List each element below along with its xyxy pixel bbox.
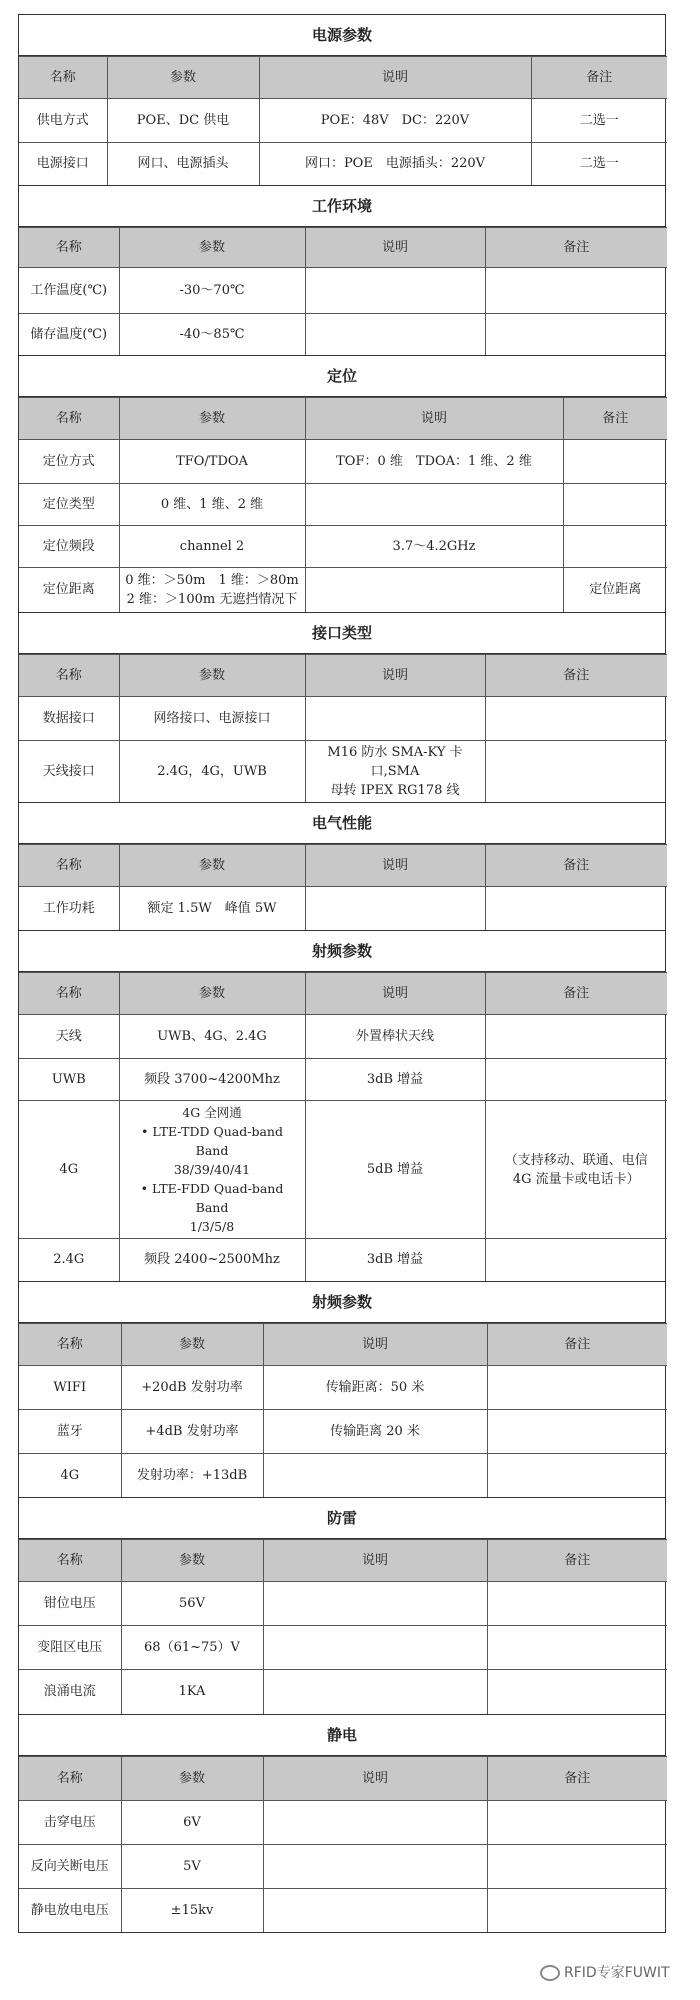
table-cell xyxy=(263,1800,487,1844)
table-cell xyxy=(305,267,485,313)
table-cell: 频段 3700~4200Mhz xyxy=(119,1059,305,1101)
section-title: 工作环境 xyxy=(19,186,665,227)
table-row xyxy=(19,313,667,355)
section-7 xyxy=(18,1282,666,1499)
table-row xyxy=(19,1453,667,1497)
table-row xyxy=(19,1670,667,1714)
table-cell: 天线接口 xyxy=(19,740,119,802)
table-cell xyxy=(305,886,485,930)
header-cell: 备注 xyxy=(531,57,667,99)
table-cell: 天线 xyxy=(19,1015,119,1059)
header-row xyxy=(19,1323,667,1365)
header-row xyxy=(19,844,667,886)
table-cell: 外置棒状天线 xyxy=(305,1015,485,1059)
table-row xyxy=(19,886,667,930)
table-cell: POE、DC 供电 xyxy=(107,99,259,143)
header-row xyxy=(19,973,667,1015)
header-cell: 名称 xyxy=(19,654,119,696)
table-cell xyxy=(485,1239,667,1281)
table-cell xyxy=(263,1888,487,1932)
section-1 xyxy=(18,14,666,186)
table-cell: 2.4G，4G，UWB xyxy=(119,740,305,802)
table-cell: 网口：POE 电源插头：220V xyxy=(259,143,531,185)
table-cell: 定位类型 xyxy=(19,484,119,526)
table-cell: 定位距离 xyxy=(19,568,119,612)
table-cell xyxy=(485,313,667,355)
header-cell: 备注 xyxy=(485,844,667,886)
table-cell: +20dB 发射功率 xyxy=(121,1365,263,1409)
table-cell: 数据接口 xyxy=(19,696,119,740)
table-cell: channel 2 xyxy=(119,526,305,568)
table-cell: 3dB 增益 xyxy=(305,1239,485,1281)
header-cell: 名称 xyxy=(19,398,119,440)
table-row xyxy=(19,1239,667,1281)
header-row xyxy=(19,227,667,267)
table-cell: POE：48V DC：220V xyxy=(259,99,531,143)
table-cell xyxy=(487,1453,667,1497)
table-row xyxy=(19,440,667,484)
table-cell: WIFI xyxy=(19,1365,121,1409)
table-row xyxy=(19,1800,667,1844)
header-cell: 名称 xyxy=(19,57,107,99)
header-cell: 名称 xyxy=(19,973,119,1015)
section-5 xyxy=(18,803,666,932)
header-cell: 名称 xyxy=(19,1323,121,1365)
header-cell: 备注 xyxy=(563,398,667,440)
table-cell xyxy=(305,313,485,355)
header-cell: 说明 xyxy=(305,654,485,696)
table-cell: 3.7～4.2GHz xyxy=(305,526,563,568)
table-cell: 储存温度(℃) xyxy=(19,313,119,355)
table-row xyxy=(19,740,667,802)
header-cell: 说明 xyxy=(305,398,563,440)
table-cell: ±15kv xyxy=(121,1888,263,1932)
header-cell: 说明 xyxy=(305,844,485,886)
table-cell xyxy=(485,740,667,802)
table-row xyxy=(19,99,667,143)
table-cell: 钳位电压 xyxy=(19,1582,121,1626)
header-cell: 说明 xyxy=(263,1540,487,1582)
table-cell xyxy=(485,886,667,930)
header-cell: 参数 xyxy=(119,398,305,440)
table-cell: 二选一 xyxy=(531,99,667,143)
header-cell: 备注 xyxy=(487,1540,667,1582)
table-cell: UWB、4G、2.4G xyxy=(119,1015,305,1059)
table-cell: 网口、电源插头 xyxy=(107,143,259,185)
table-cell: 静电放电电压 xyxy=(19,1888,121,1932)
table-cell xyxy=(563,484,667,526)
table-cell: 传输距离：50 米 xyxy=(263,1365,487,1409)
section-6 xyxy=(18,931,666,1282)
table-cell: 定位方式 xyxy=(19,440,119,484)
table-cell: 击穿电压 xyxy=(19,1800,121,1844)
table-cell: 电源接口 xyxy=(19,143,107,185)
header-cell: 说明 xyxy=(259,57,531,99)
table-cell: 5dB 增益 xyxy=(305,1101,485,1239)
table-cell xyxy=(305,484,563,526)
table-cell: TOF：0 维 TDOA：1 维、2 维 xyxy=(305,440,563,484)
table-row xyxy=(19,267,667,313)
table-cell: 定位频段 xyxy=(19,526,119,568)
table-cell: 蓝牙 xyxy=(19,1409,121,1453)
table-cell: 二选一 xyxy=(531,143,667,185)
table-cell xyxy=(263,1844,487,1888)
table-cell: 定位距离 xyxy=(563,568,667,612)
spec-table xyxy=(19,56,667,185)
table-cell xyxy=(485,267,667,313)
table-cell: 工作功耗 xyxy=(19,886,119,930)
section-8 xyxy=(18,1498,666,1715)
header-cell: 名称 xyxy=(19,227,119,267)
table-cell xyxy=(487,1582,667,1626)
table-row xyxy=(19,1365,667,1409)
table-cell xyxy=(263,1453,487,1497)
watermark-text: RFID专家FUWIT xyxy=(564,1965,670,1981)
header-cell: 参数 xyxy=(119,844,305,886)
table-row xyxy=(19,568,667,612)
table-cell: 4G xyxy=(19,1101,119,1239)
table-cell: UWB xyxy=(19,1059,119,1101)
header-cell: 名称 xyxy=(19,844,119,886)
section-2 xyxy=(18,186,666,357)
section-title: 电气性能 xyxy=(19,803,665,844)
header-cell: 参数 xyxy=(121,1323,263,1365)
section-3 xyxy=(18,356,666,613)
table-cell: 2.4G xyxy=(19,1239,119,1281)
header-cell: 备注 xyxy=(485,227,667,267)
section-title: 定位 xyxy=(19,356,665,397)
section-9 xyxy=(18,1715,666,1934)
table-cell: +4dB 发射功率 xyxy=(121,1409,263,1453)
table-cell: 变阻区电压 xyxy=(19,1626,121,1670)
header-cell: 说明 xyxy=(305,227,485,267)
header-cell: 说明 xyxy=(263,1323,487,1365)
table-row xyxy=(19,1409,667,1453)
table-cell: 发射功率：+13dB xyxy=(121,1453,263,1497)
header-cell: 备注 xyxy=(487,1756,667,1800)
table-row xyxy=(19,1101,667,1239)
table-cell xyxy=(485,1059,667,1101)
table-row xyxy=(19,1844,667,1888)
table-row xyxy=(19,696,667,740)
table-cell xyxy=(305,696,485,740)
table-cell xyxy=(487,1626,667,1670)
table-cell: （支持移动、联通、电信 4G 流量卡或电话卡） xyxy=(485,1101,667,1239)
table-cell: M16 防水 SMA-KY 卡口,SMA 母转 IPEX RG178 线 xyxy=(305,740,485,802)
table-row xyxy=(19,484,667,526)
spec-table xyxy=(19,972,667,1281)
header-cell: 备注 xyxy=(487,1323,667,1365)
header-cell: 说明 xyxy=(305,973,485,1015)
table-cell: 0 维、1 维、2 维 xyxy=(119,484,305,526)
section-4 xyxy=(18,613,666,803)
header-cell: 参数 xyxy=(121,1756,263,1800)
header-row xyxy=(19,57,667,99)
spec-table xyxy=(19,1756,667,1933)
table-cell xyxy=(487,1365,667,1409)
section-title: 射频参数 xyxy=(19,931,665,972)
table-cell: -40～85℃ xyxy=(119,313,305,355)
spec-table xyxy=(19,1539,667,1714)
table-cell xyxy=(563,440,667,484)
table-row xyxy=(19,1015,667,1059)
table-row xyxy=(19,1888,667,1932)
table-row xyxy=(19,526,667,568)
table-cell: 反向关断电压 xyxy=(19,1844,121,1888)
section-title: 接口类型 xyxy=(19,613,665,654)
header-cell: 参数 xyxy=(119,654,305,696)
table-cell: 3dB 增益 xyxy=(305,1059,485,1101)
spec-sheet xyxy=(18,14,666,1933)
table-row xyxy=(19,1059,667,1101)
spec-table xyxy=(19,227,667,356)
table-cell: 供电方式 xyxy=(19,99,107,143)
header-cell: 参数 xyxy=(107,57,259,99)
table-cell xyxy=(487,1888,667,1932)
table-cell: 浪涌电流 xyxy=(19,1670,121,1714)
table-cell: 4G 全网通 • LTE-TDD Quad-band Band 38/39/40/41 • LTE-FDD Quad-band Band 1/3/5/8 xyxy=(119,1101,305,1239)
header-cell: 参数 xyxy=(119,973,305,1015)
table-cell xyxy=(487,1670,667,1714)
table-cell xyxy=(263,1670,487,1714)
spec-table xyxy=(19,654,667,802)
wechat-icon xyxy=(540,1965,560,1981)
section-title: 防雷 xyxy=(19,1498,665,1539)
table-row xyxy=(19,143,667,185)
table-cell xyxy=(305,568,563,612)
spec-table xyxy=(19,397,667,612)
header-cell: 名称 xyxy=(19,1540,121,1582)
table-cell: -30～70℃ xyxy=(119,267,305,313)
section-title: 射频参数 xyxy=(19,1282,665,1323)
table-cell: 频段 2400~2500Mhz xyxy=(119,1239,305,1281)
table-cell xyxy=(263,1626,487,1670)
table-cell: 网络接口、电源接口 xyxy=(119,696,305,740)
header-row xyxy=(19,1540,667,1582)
watermark xyxy=(540,1962,670,1982)
table-row xyxy=(19,1582,667,1626)
table-cell xyxy=(563,526,667,568)
table-cell xyxy=(485,1015,667,1059)
table-cell xyxy=(263,1582,487,1626)
table-cell xyxy=(485,696,667,740)
spec-table xyxy=(19,844,667,931)
header-row xyxy=(19,398,667,440)
header-cell: 参数 xyxy=(121,1540,263,1582)
table-cell: 1KA xyxy=(121,1670,263,1714)
section-title: 电源参数 xyxy=(19,15,665,56)
table-cell: 0 维：＞50m 1 维：＞80m 2 维：＞100m 无遮挡情况下 xyxy=(119,568,305,612)
table-cell: 传输距离 20 米 xyxy=(263,1409,487,1453)
table-cell: 68（61~75）V xyxy=(121,1626,263,1670)
spec-table xyxy=(19,1323,667,1498)
table-cell: 4G xyxy=(19,1453,121,1497)
table-cell xyxy=(487,1409,667,1453)
table-row xyxy=(19,1626,667,1670)
section-title: 静电 xyxy=(19,1715,665,1756)
table-cell: 额定 1.5W 峰值 5W xyxy=(119,886,305,930)
table-cell xyxy=(487,1844,667,1888)
table-cell: 工作温度(℃) xyxy=(19,267,119,313)
table-cell: 6V xyxy=(121,1800,263,1844)
header-cell: 备注 xyxy=(485,654,667,696)
header-cell: 参数 xyxy=(119,227,305,267)
header-row xyxy=(19,1756,667,1800)
header-cell: 说明 xyxy=(263,1756,487,1800)
header-cell: 备注 xyxy=(485,973,667,1015)
table-cell: TFO/TDOA xyxy=(119,440,305,484)
table-cell: 5V xyxy=(121,1844,263,1888)
table-cell xyxy=(487,1800,667,1844)
table-cell: 56V xyxy=(121,1582,263,1626)
header-row xyxy=(19,654,667,696)
header-cell: 名称 xyxy=(19,1756,121,1800)
